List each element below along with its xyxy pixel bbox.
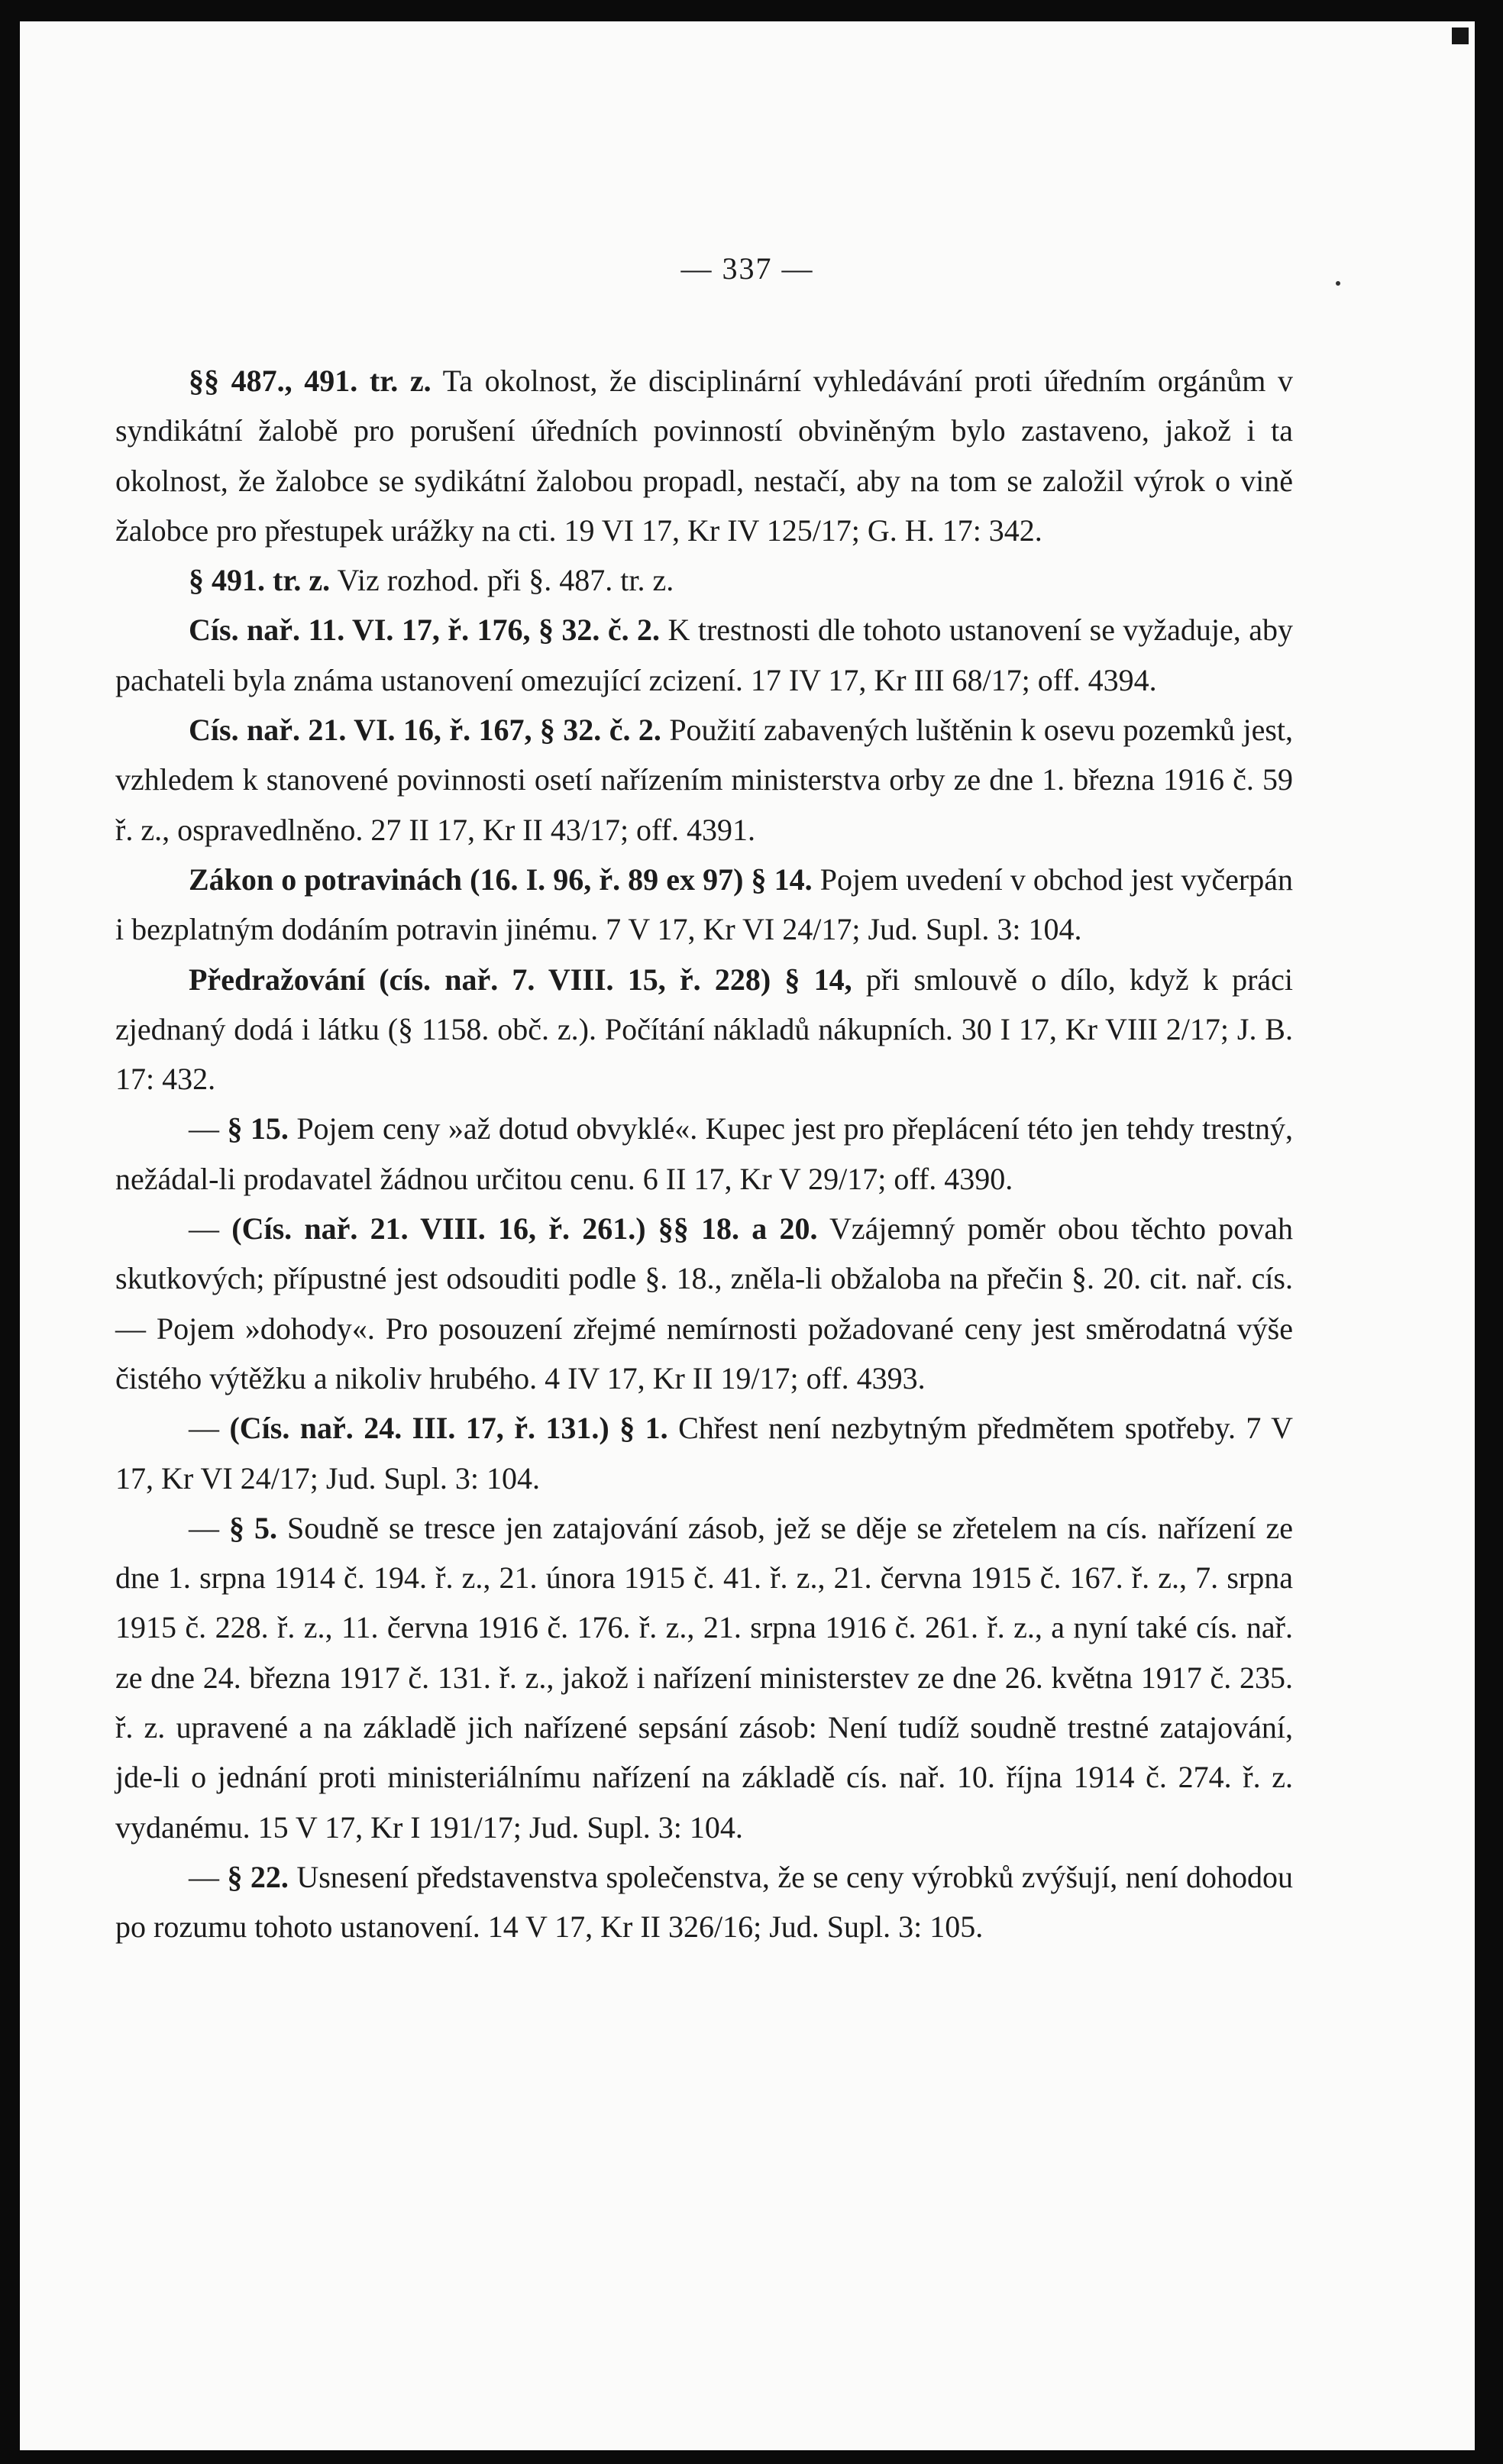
page-number: — 337 — xyxy=(680,251,814,286)
document-page xyxy=(20,21,1475,2450)
entry-text: Chřest není nezbytným předmětem spotřeby. 7 V 17, Kr VI 24/17; Jud. Supl. 3: 104. xyxy=(115,1411,1294,1496)
entry-dash: — xyxy=(189,1411,219,1446)
entry-reference: (Cís. nař. 21. VIII. 16, ř. 261.) §§ 18. a 20. xyxy=(231,1211,818,1247)
entry-reference: § 15. xyxy=(227,1111,289,1146)
entry-dash: — xyxy=(189,1211,219,1247)
scan-speck xyxy=(1336,281,1340,286)
entry-text: Usnesení představenstva společenstva, že se ceny výrobků zvýšují, není dohodou po rozumu tohoto ustanovení. 14 V 17, Kr II 326/16; Jud. Supl. 3: 105. xyxy=(115,1859,1294,1945)
scan-corner-mark xyxy=(1452,27,1469,44)
entry-text: Pojem uvedení v obchod jest vyčerpán i bezplatným dodáním potravin jinému. 7 V 17, Kr VI 24/17; Jud. Supl. 3: 104. xyxy=(115,862,1294,947)
entry-dash: — xyxy=(189,1111,219,1146)
entry-zakon-o-potravinach xyxy=(115,855,1293,955)
entry-487-491 xyxy=(115,356,1293,555)
entry-text: K trestnosti dle tohoto ustanovení se vyžaduje, aby pachateli byla známa ustanovení omezující zcizení. 17 IV 17, Kr III 68/17; off. 4394. xyxy=(115,613,1294,697)
entry-text: Soudně se tresce jen zatajování zásob, jež se děje se zřetelem na cís. nařízení ze dne 1. srpna 1914 č. 194. ř. z., 21. února 1915 č. 41. ř. z., 21. června 1915 č. 167. ř. z., 7. srpna 1915 č. 228. ř. z., 11. června 1916 č. 176. ř. z., 21. srpna 1916 č. 261. ř. z., a nyní také cís. nař. ze dne 24. března 1917 č. 131. ř. z., jakož i nařízení ministerstev ze dne 26. května 1917 č. 235. ř. z. upravené a na základě jich nařízené sepsání zásob: Není tudíž soudně trestné zatajování, jde-li o jednání proti ministeriálnímu nařízení na základě cís. nař. 10. října 1914 č. 274. ř. z. vydanému. 15 V 17, Kr I 191/17; Jud. Supl. 3: 104. xyxy=(115,1510,1294,1845)
entry-reference: Zákon o potravinách (16. I. 96, ř. 89 ex 97) § 14. xyxy=(189,862,813,897)
entry-491 xyxy=(115,555,1293,605)
entry-predrazovani-15 xyxy=(115,1104,1293,1204)
entry-reference: Cís. nař. 11. VI. 17, ř. 176, § 32. č. 2. xyxy=(189,613,661,648)
entry-dash: — xyxy=(189,1510,219,1545)
entry-reference: Cís. nař. 21. VI. 16, ř. 167, § 32. č. 2. xyxy=(189,713,661,748)
entry-cis-nar-11-vi-17 xyxy=(115,605,1293,705)
entry-dash: — xyxy=(189,1859,219,1894)
entry-cis-nar-24-iii-17 xyxy=(115,1403,1293,1503)
entry-reference: Předražování (cís. nař. 7. VIII. 15, ř. 228) § 14, xyxy=(189,962,852,997)
entry-text: Pojem ceny »až dotud obvyklé«. Kupec jest pro přeplácení této jen tehdy trestný, nežádal-li prodavatel žádnou určitou cenu. 6 II 17, Kr V 29/17; off. 4390. xyxy=(115,1111,1294,1196)
entry-reference: (Cís. nař. 24. III. 17, ř. 131.) § 1. xyxy=(229,1411,668,1446)
entry-reference: § 491. tr. z. xyxy=(189,563,331,598)
entry-cis-nar-21-viii-16 xyxy=(115,1204,1293,1403)
body-text xyxy=(115,356,1293,1952)
entry-text: Vzájemný poměr obou těchto povah skutkových; přípustné jest odsouditi podle §. 18., zněla-li obžaloba na přečin §. 20. cit. nař. cís. — Pojem »dohody«. Pro posouzení zřejmé nemírnosti požadované ceny jest směrodatná výše čistého výtěžku a nikoliv hrubého. 4 IV 17, Kr II 19/17; off. 4393. xyxy=(115,1211,1294,1395)
entry-reference: § 5. xyxy=(229,1510,278,1545)
entry-text: Ta okolnost, že disciplinární vyhledávání proti úředním orgánům v syndikátní žalobě pro porušení úředních povinností obviněným bylo zastaveno, jakož i ta okolnost, že žalobce se sydikátní žalobou propadl, nestačí, aby na tom se založil výrok o vině žalobce pro přestupek urážky na cti. 19 VI 17, Kr IV 125/17; G. H. 17: 342. xyxy=(115,364,1294,548)
entry-par-5 xyxy=(115,1503,1293,1852)
entry-text: při smlouvě o dílo, když k práci zjednaný dodá i látku (§ 1158. obč. z.). Počítání nákladů nákupních. 30 I 17, Kr VIII 2/17; J. B. 17: 432. xyxy=(115,962,1294,1097)
entry-par-22 xyxy=(115,1852,1293,1952)
entry-reference: §§ 487., 491. tr. z. xyxy=(189,364,432,398)
entry-cis-nar-21-vi-16 xyxy=(115,705,1293,855)
entry-text: Použití zabavených luštěnin k osevu pozemků jest, vzhledem k stanovené povinnosti osetí nařízením ministerstva orby ze dne 1. března 1916 č. 59 ř. z., ospravedlněno. 27 II 17, Kr II 43/17; off. 4391. xyxy=(115,713,1294,847)
entry-reference: § 22. xyxy=(227,1859,289,1894)
entry-predrazovani xyxy=(115,955,1293,1104)
entry-text: Viz rozhod. při §. 487. tr. z. xyxy=(337,563,674,598)
